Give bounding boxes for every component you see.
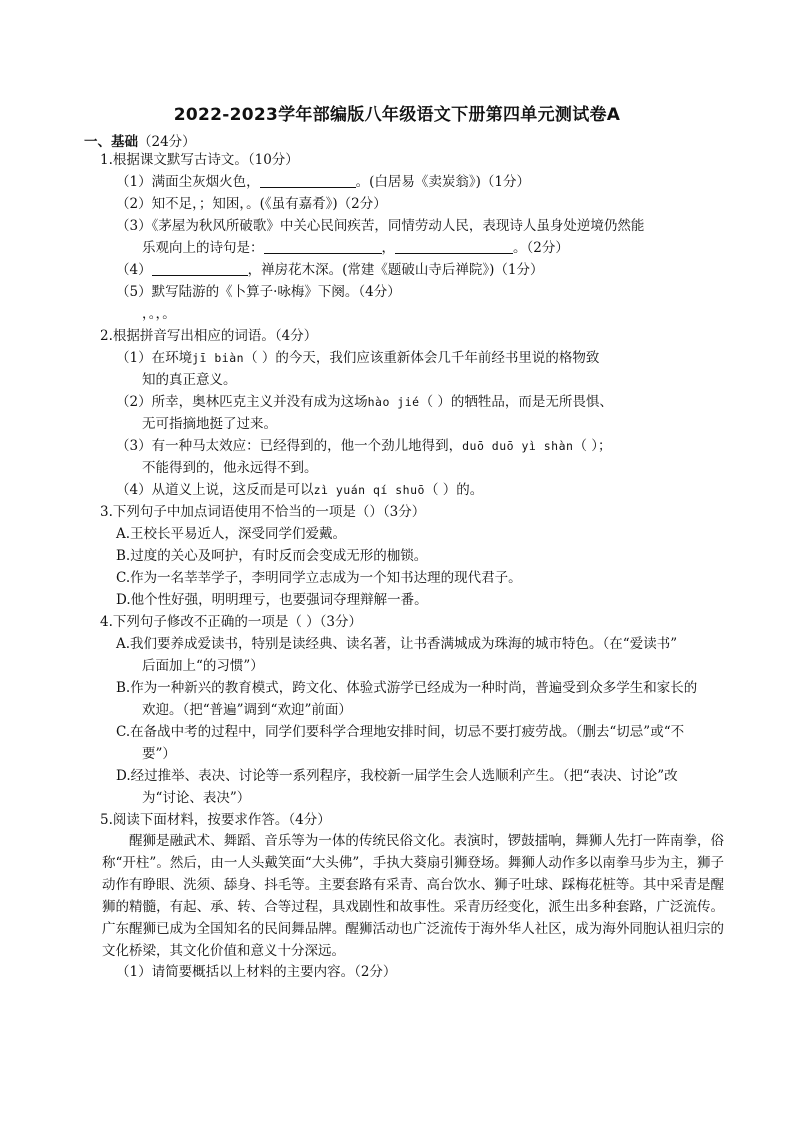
q1-item-2: （2）知不足，；知困，。(《虽有嘉肴》)（2分） (116, 196, 387, 212)
q1-item-3-line-1: （3）《茅屋为秋风所破歌》中关心民间疾苦，同情劳动人民，表现诗人虽身处逆境仍然能 (116, 218, 645, 234)
q2-item-2-line-1 (116, 392, 613, 412)
q3-option-a[interactable]: A.王校长平易近人，深受同学们爱戴。 (116, 526, 347, 542)
section-label: 一、基础 (84, 134, 138, 150)
section-score: （24分） (138, 134, 196, 150)
q5-sub-question-1: （1）请简要概括以上材料的主要内容。（2分） (116, 964, 397, 980)
q1-item-3-prompt: 乐观向上的诗句是： (142, 240, 264, 256)
q2-item-3-line-1 (116, 436, 612, 456)
pinyin: zì yuán qí shuō (313, 483, 425, 497)
q1-item-1-text: （1）满面尘灰烟火色， (116, 174, 260, 190)
question-1-stem: 1.根据课文默写古诗文。（10分） (100, 152, 299, 168)
q3-option-d[interactable]: D.他个性好强，明明理亏，也要强词夺理辩解一番。 (116, 592, 428, 608)
answer-blank[interactable] (264, 239, 382, 254)
pinyin: duō duō yì shàn (462, 439, 574, 453)
q2-item-4 (116, 480, 483, 500)
question-5-stem: 5.阅读下面材料，按要求作答。（4分） (100, 812, 331, 828)
page-title: 2022-2023学年部编版八年级语文下册第四单元测试卷A (173, 105, 621, 125)
question-2-stem: 2.根据拼音写出相应的词语。（4分） (100, 328, 318, 344)
q4-option-a-line-1[interactable]: A.我们要养成爱读书，特别是读经典、读名著，让书香满城成为珠海的城市特色。（在“爱读书” (116, 636, 678, 652)
q4-option-d-line-1[interactable]: D.经过推举、表决、讨论等一系列程序，我校新一届学生会人选顺利产生。（把“表决、讨论”改 (116, 768, 678, 784)
q2-item-2-text: （2）所幸，奥林匹克主义并没有成为这场 (116, 394, 368, 410)
q1-item-5: （5）默写陆游的《卜算子·咏梅》下阕。（4分） (116, 284, 401, 300)
q2-item-1-rest: （ ）的今天，我们应该重新体会几千年前经书里说的格物致 (244, 350, 600, 366)
q2-item-3-rest: （ ）； (573, 438, 612, 454)
q2-item-1-line-2: 知的真正意义。 (142, 372, 237, 388)
q4-option-a-line-2: 后面加上“的习惯”） (142, 658, 264, 674)
q3-option-b[interactable]: B.过度的关心及呵护，有时反而会变成无形的枷锁。 (116, 548, 428, 564)
q2-item-2-rest: （ ）的牺牲品，而是无所畏惧、 (419, 394, 613, 410)
q3-option-c[interactable]: C.作为一名莘莘学子，李明同学立志成为一个知书达理的现代君子。 (116, 570, 522, 586)
q1-item-5-answer: ，。，。 (142, 306, 176, 322)
q4-option-c-line-1[interactable]: C.在备战中考的过程中，同学们要科学合理地安排时间，切忌不要打疲劳战。（删去“切忌”或“不 (116, 724, 685, 740)
q2-item-3-line-2: 不能得到的，他永远得不到。 (142, 460, 318, 476)
question-3-stem: 3.下列句子中加点词语使用不恰当的一项是（）（3分） (100, 504, 426, 520)
answer-blank[interactable] (152, 261, 248, 276)
q4-option-d-line-2: 为“讨论、表决”） (142, 790, 251, 806)
q2-item-2-line-2: 无可指摘地挺了过来。 (142, 416, 277, 432)
reading-passage: 醒狮是融武术、舞蹈、音乐等为一体的传统民俗文化。表演时，锣鼓擂响，舞狮人先打一阵南拳，俗称“开柱”。然后，由一人头戴笑面“大头佛”，手执大葵扇引狮登场。舞狮人动作多以南拳马步为主，狮子动作有睁眼、洗须、舔身、抖毛等。主要套路有采青、高台饮水、狮子吐球、踩梅花桩等。其中采青是醒狮的精髓，有起、承、转、合等过程，具戏剧性和故事性。采青历经变化，派生出多种套路，广泛流传。广东醒狮已成为全国知名的民间舞品牌。醒狮活动也广泛流传于海外华人社区，成为海外同胞认祖归宗的文化桥梁，其文化价值和意义十分深远。 (102, 833, 724, 959)
pinyin: hào jié (367, 395, 420, 409)
q2-item-1-text: （1）在环境 (116, 350, 193, 366)
q1-item-4-number: （4） (116, 262, 152, 278)
q2-item-4-rest: （ ）的。 (424, 482, 484, 498)
q1-item-3-score: 。（2分） (513, 240, 569, 256)
section-heading (84, 130, 196, 150)
question-4-stem: 4.下列句子修改不正确的一项是（ ）（3分） (100, 614, 363, 630)
answer-blank[interactable] (260, 173, 356, 188)
q1-item-4-text: ，禅房花木深。(常建《题破山寺后禅院》)（1分） (247, 262, 544, 278)
q1-item-3-line-2 (142, 238, 569, 258)
q4-option-b-line-2: 欢迎。（把“普遍”调到“欢迎”前面） (142, 702, 352, 718)
q2-item-3-text: （3）有一种马太效应：已经得到的，他一个劲儿地得到， (116, 438, 463, 454)
q4-option-c-line-2: 要”） (142, 746, 176, 762)
q2-item-1-line-1 (116, 348, 599, 368)
answer-blank[interactable] (395, 239, 513, 254)
q2-item-4-text: （4）从道义上说，这反而是可以 (116, 482, 314, 498)
q1-item-1 (116, 172, 530, 192)
pinyin: jī biàn (192, 351, 245, 365)
q4-option-b-line-1[interactable]: B.作为一种新兴的教育模式，跨文化、体验式游学已经成为一种时尚，普遍受到众多学生和家长的 (116, 680, 698, 696)
q1-item-4 (116, 260, 543, 280)
q1-item-1-source: 。(白居易《卖炭翁》)（1分） (355, 174, 530, 190)
comma: ， (381, 240, 395, 256)
